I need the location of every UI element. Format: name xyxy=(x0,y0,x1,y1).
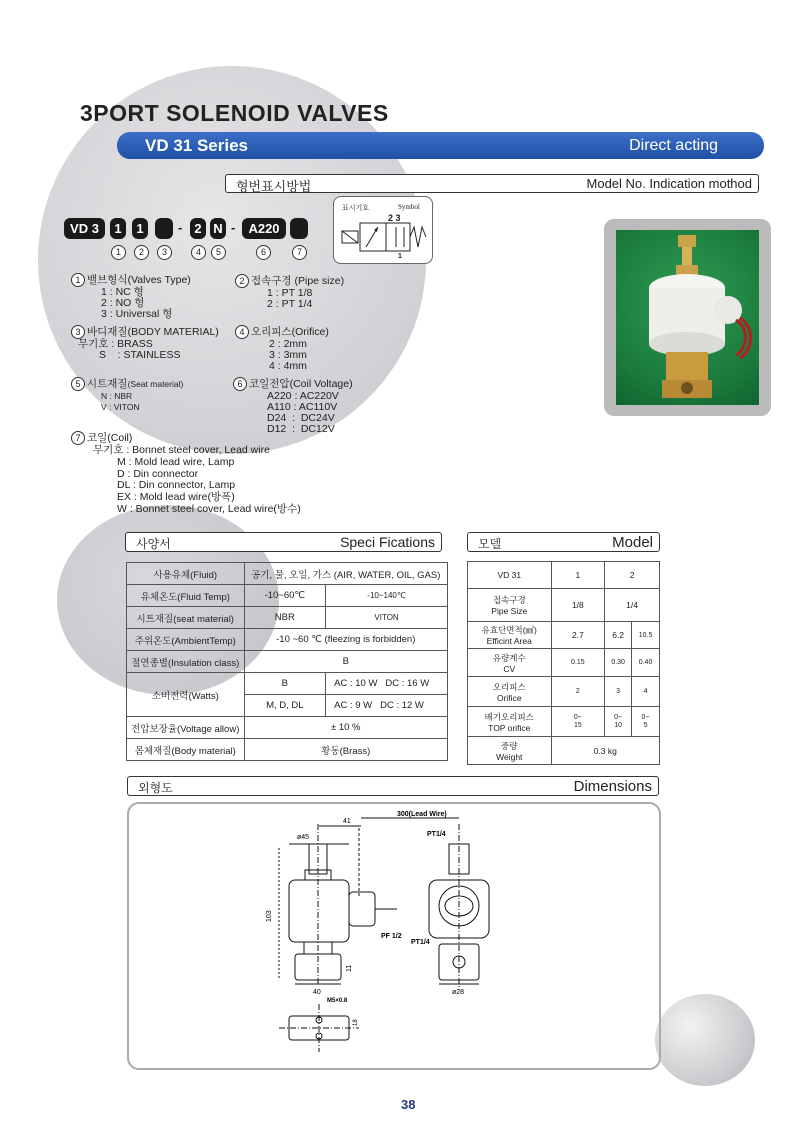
code-digit-4: 2 xyxy=(190,218,206,239)
series-bar xyxy=(117,132,764,159)
legend-line: 1 : NC 형 xyxy=(101,286,144,298)
code-digit-3 xyxy=(155,218,173,239)
legend-seat-material-title-kr: 시트재질 xyxy=(87,377,128,390)
code-digit-6: A220 xyxy=(242,218,286,239)
model-value: 0~ 5 xyxy=(632,707,660,737)
legend-body-material-title: 바디재질(BODY MATERIAL) xyxy=(87,325,219,338)
spec-value xyxy=(326,673,448,695)
spec-value: NBR xyxy=(244,607,326,629)
legend-line: S : STAINLESS xyxy=(99,349,181,361)
legend-line: 2 : 2mm xyxy=(269,338,307,350)
code-digit-7 xyxy=(290,218,308,239)
table-row xyxy=(468,737,660,765)
valve-symbol-icon xyxy=(338,221,430,253)
symbol-ports-top: 2 3 xyxy=(388,213,401,223)
spec-label: 절연종별(Insulation class) xyxy=(127,651,245,673)
model-label-en: Weight xyxy=(496,751,523,762)
legend-seat-material-title-en: (Seat material) xyxy=(127,378,184,389)
circle-number: 3 xyxy=(71,325,85,339)
legend-line: 4 : 4mm xyxy=(269,360,307,372)
dim-pt14-top: PT1/4 xyxy=(427,831,446,838)
product-photo xyxy=(616,230,759,405)
spec-label: 몸체재질(Body material) xyxy=(127,739,245,761)
dim-40: 40 xyxy=(313,989,321,996)
model-value: 0.30 xyxy=(605,649,632,677)
actuation-mode: Direct acting xyxy=(629,137,718,154)
spec-label: 주위온도(AmbientTemp) xyxy=(127,629,245,651)
dim-11: 11 xyxy=(346,964,353,972)
legend-coil-voltage-title: 코일전압(Coil Voltage) xyxy=(249,377,353,390)
spec-value: 황동(Brass) xyxy=(244,739,447,761)
legend-orifice-title: 오리피스(Orifice) xyxy=(251,325,329,338)
table-row xyxy=(127,673,448,695)
spec-value: 공기, 물, 오일, 가스 (AIR, WATER, OIL, GAS) xyxy=(244,563,447,585)
spec-label: 소비전력(Watts) xyxy=(127,673,245,717)
model-table-header-en: Model xyxy=(612,534,653,551)
model-value: 4 xyxy=(632,677,660,707)
spec-label: 유체온도(Fluid Temp) xyxy=(127,585,245,607)
symbol-port-bottom: 1 xyxy=(398,253,402,260)
model-value: 0.3 kg xyxy=(551,737,659,765)
dim-d45: ø45 xyxy=(297,834,310,841)
dimensions-header xyxy=(127,776,659,796)
model-value: 2.7 xyxy=(551,622,605,649)
bottom-view-drawing xyxy=(279,1004,359,1052)
legend-line: V : VITON xyxy=(101,402,140,412)
legend-line: DL : Din connector, Lamp xyxy=(117,479,236,492)
legend-coil xyxy=(71,431,301,516)
legend-line: 1 : PT 1/8 xyxy=(267,287,313,299)
spec-value-ac: AC : 9 W xyxy=(334,700,373,711)
circle-number: 2 xyxy=(134,245,149,260)
decorative-circle-small xyxy=(655,994,755,1086)
model-table-header xyxy=(467,532,660,552)
dim-18: 18 xyxy=(353,1019,359,1026)
spec-value: B xyxy=(244,651,447,673)
legend-coil-title: 코일(Coil) xyxy=(87,431,133,444)
code-dash: - xyxy=(231,220,236,235)
model-value: 0~ 10 xyxy=(605,707,632,737)
valve-symbol-box xyxy=(333,196,433,264)
model-value: 3 xyxy=(605,677,632,707)
dim-pf12: PF 1/2 xyxy=(381,933,402,940)
circle-number: 6 xyxy=(233,377,247,391)
legend-coil-voltage xyxy=(233,377,353,435)
spec-label: 전압보장율(Voltage allow) xyxy=(127,717,245,739)
model-value: 1 xyxy=(551,562,605,589)
legend-pipe-size-title: 접속구경 (Pipe size) xyxy=(251,274,345,287)
spec-header-kr: 사양서 xyxy=(136,537,171,551)
table-row xyxy=(127,739,448,761)
legend-line: D : Din connector xyxy=(117,467,199,480)
legend-seat-material xyxy=(71,377,183,413)
model-value: 0.15 xyxy=(551,649,605,677)
legend-line: 3 : Universal 형 xyxy=(101,308,173,320)
legend-line: 무기호 : Bonnet steel cover, Lead wire xyxy=(93,444,270,456)
spec-header-en: Speci Fications xyxy=(340,534,435,550)
circle-number: 6 xyxy=(256,245,271,260)
model-value: 2 xyxy=(551,677,605,707)
product-photo-frame xyxy=(604,219,771,416)
legend-body-material xyxy=(71,325,219,361)
legend-valves-type-title: 밸브형식(Valves Type) xyxy=(87,273,191,286)
legend-valves-type xyxy=(71,273,191,320)
table-row xyxy=(468,589,660,622)
dimensions-header-en: Dimensions xyxy=(573,778,652,795)
legend-line: A110 : AC110V xyxy=(267,401,338,413)
symbol-label-kr: 표시기호 xyxy=(342,205,370,212)
model-label xyxy=(468,707,552,737)
model-indication-header xyxy=(225,174,759,193)
circle-number: 5 xyxy=(211,245,226,260)
model-label-en: TOP orifice xyxy=(488,722,531,733)
dim-d28: ø28 xyxy=(452,989,465,996)
model-label-en: CV xyxy=(503,663,516,674)
circle-number: 7 xyxy=(71,431,85,445)
table-row xyxy=(127,563,448,585)
code-digit-1: 1 xyxy=(110,218,126,239)
page-number: 38 xyxy=(401,1097,416,1112)
table-row xyxy=(468,707,660,737)
table-row xyxy=(468,562,660,589)
model-value: 2 xyxy=(605,562,660,589)
table-row xyxy=(127,651,448,673)
legend-line: A220 : AC220V xyxy=(267,390,339,402)
legend-orifice xyxy=(235,325,329,372)
legend-line: W : Bonnet steel cover, Lead wire(방수) xyxy=(117,502,301,515)
circle-number: 1 xyxy=(71,273,85,287)
spec-value: VITON xyxy=(326,607,448,629)
circle-number: 4 xyxy=(235,325,249,339)
model-label-kr: 배기오리피스 xyxy=(484,711,534,722)
spec-value: M, D, DL xyxy=(244,695,326,717)
spec-label: 사용유체(Fluid) xyxy=(127,563,245,585)
table-row xyxy=(468,622,660,649)
front-view-drawing xyxy=(429,824,489,990)
code-dash: - xyxy=(178,220,183,235)
dimensions-frame xyxy=(127,802,661,1070)
spec-table xyxy=(126,562,448,761)
model-label-en: Pipe Size xyxy=(491,606,528,616)
model-label-en: Orifice xyxy=(496,692,522,703)
model-value: 1/4 xyxy=(605,589,660,622)
model-value: 10.5 xyxy=(632,622,660,649)
spec-value-dc: DC : 16 W xyxy=(385,678,430,689)
spec-value xyxy=(326,695,448,717)
code-digit-5: N xyxy=(210,218,226,239)
dim-103: 103 xyxy=(266,910,273,922)
legend-line: 2 : PT 1/4 xyxy=(267,298,313,310)
model-label xyxy=(468,649,552,677)
model-label-kr: 접속구경 xyxy=(492,595,526,605)
spec-value: -10~60℃ xyxy=(244,585,326,607)
spec-value-dc: DC : 12 W xyxy=(380,700,424,711)
solenoid-valve-image xyxy=(616,230,759,405)
table-row xyxy=(127,585,448,607)
model-label-en: Efficint Area xyxy=(486,636,532,646)
spec-value-ac: AC : 10 W xyxy=(334,678,378,689)
model-table xyxy=(467,561,660,765)
model-label xyxy=(468,589,552,622)
model-label xyxy=(468,677,552,707)
dim-lead-wire: 300(Lead Wire) xyxy=(397,811,447,818)
legend-pipe-size xyxy=(235,274,344,310)
circle-number: 7 xyxy=(292,245,307,260)
model-value: 1/8 xyxy=(551,589,605,622)
dim-pt14-bottom: PT1/4 xyxy=(411,939,430,946)
spec-value: B xyxy=(244,673,326,695)
legend-line: M : Mold lead wire, Lamp xyxy=(117,455,235,468)
model-indication-title-en: Model No. Indication mothod xyxy=(586,176,752,191)
model-label-kr: 유효단면적(㎟) xyxy=(481,625,537,635)
model-table-header-kr: 모델 xyxy=(478,537,502,551)
model-label xyxy=(468,622,552,649)
dim-m5: M5×0.8 xyxy=(327,998,348,1004)
model-value: 0~ 15 xyxy=(551,707,605,737)
table-row xyxy=(468,677,660,707)
legend-line: N : NBR xyxy=(101,391,133,401)
legend-line: D12 : DC12V xyxy=(267,423,335,435)
model-label: VD 31 xyxy=(468,562,552,589)
table-row xyxy=(127,629,448,651)
legend-line: D24 : DC24V xyxy=(267,412,335,424)
code-prefix: VD 3 xyxy=(64,218,105,239)
circle-number: 2 xyxy=(235,274,249,288)
spec-label: 시트재질(seat material) xyxy=(127,607,245,629)
circle-number: 4 xyxy=(191,245,206,260)
model-value: 6.2 xyxy=(605,622,632,649)
circle-number: 3 xyxy=(157,245,172,260)
legend-line: 무기호 : BRASS xyxy=(78,338,153,350)
table-row xyxy=(127,717,448,739)
legend-line: EX : Mold lead wire(방폭) xyxy=(117,491,235,504)
legend-line: 3 : 3mm xyxy=(269,349,307,361)
side-view-drawing xyxy=(279,818,459,984)
spec-value: -10~140℃ xyxy=(326,585,448,607)
model-label xyxy=(468,737,552,765)
model-label-kr: 중량 xyxy=(501,740,518,751)
model-value: 0.40 xyxy=(632,649,660,677)
series-name: VD 31 Series xyxy=(145,136,249,155)
code-digit-2: 1 xyxy=(132,218,148,239)
spec-value: ± 10 % xyxy=(244,717,447,739)
dimension-drawing xyxy=(129,804,659,1068)
dim-41: 41 xyxy=(343,818,351,825)
table-row xyxy=(468,649,660,677)
page-title: 3PORT SOLENOID VALVES xyxy=(80,100,389,126)
circle-number: 1 xyxy=(111,245,126,260)
table-row xyxy=(127,607,448,629)
dimensions-header-kr: 외형도 xyxy=(138,781,173,795)
legend-line: 2 : NO 형 xyxy=(101,297,145,309)
symbol-label-en: Symbol xyxy=(398,203,420,211)
model-label-kr: 오리피스 xyxy=(492,681,526,692)
model-label-kr: 유량계수 xyxy=(492,652,526,663)
spec-header xyxy=(125,532,442,552)
model-indication-title-kr: 형번표시방법 xyxy=(236,179,312,194)
circle-number: 5 xyxy=(71,377,85,391)
spec-value: -10 ~60 ℃ (fleezing is forbidden) xyxy=(244,629,447,651)
